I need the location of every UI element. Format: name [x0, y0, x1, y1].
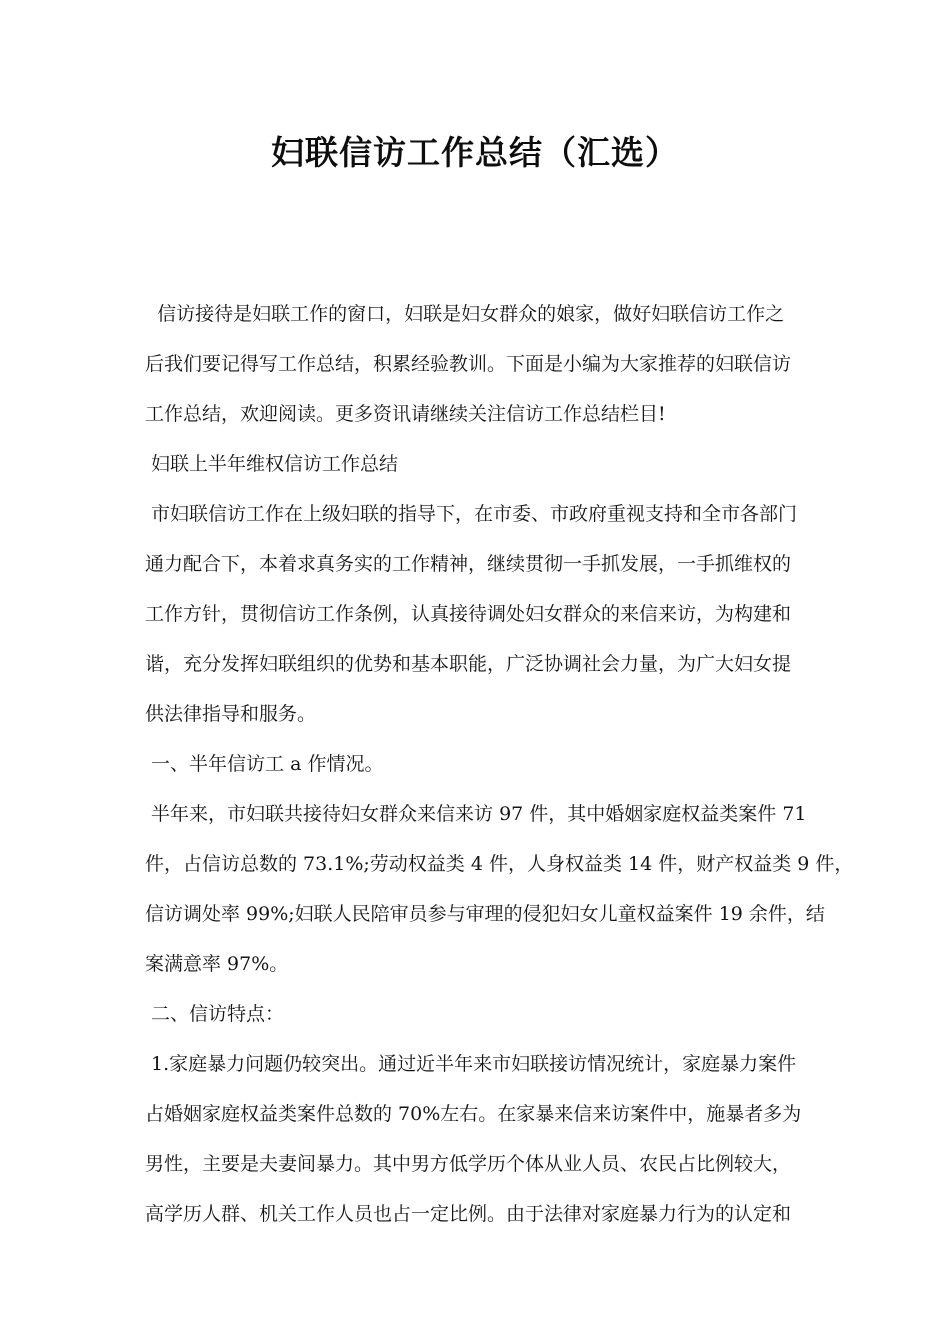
document-body — [145, 289, 854, 1239]
body-line: 谐，充分发挥妇联组织的优势和基本职能，广泛协调社会力量，为广大妇女提 — [145, 653, 792, 675]
body-line: 信访调处率 99%;妇联人民陪审员参与审理的侵犯妇女儿童权益案件 19 余件，结 — [145, 903, 825, 925]
body-line: 信访接待是妇联工作的窗口，妇联是妇女群众的娘家，做好妇联信访工作之 — [145, 303, 785, 325]
body-line: 供法律指导和服务。 — [145, 703, 317, 725]
body-line: 1.家庭暴力问题仍较突出。通过近半年来市妇联接访情况统计，家庭暴力案件 — [145, 1053, 797, 1075]
body-line: 件，占信访总数的 73.1%;劳动权益类 4 件，人身权益类 14 件，财产权益类 9 件， — [145, 853, 854, 875]
body-line: 工作方针，贯彻信访工作条例，认真接待调处妇女群众的来信来访，为构建和 — [145, 603, 792, 625]
body-line: 高学历人群、机关工作人员也占一定比例。由于法律对家庭暴力行为的认定和 — [145, 1203, 792, 1225]
body-line: 通力配合下，本着求真务实的工作精神，继续贯彻一手抓发展，一手抓维权的 — [145, 553, 792, 575]
body-line: 半年来，市妇联共接待妇女群众来信来访 97 件，其中婚姻家庭权益类案件 71 — [145, 803, 807, 825]
body-line: 工作总结，欢迎阅读。更多资讯请继续关注信访工作总结栏目! — [145, 403, 666, 425]
body-line: 市妇联信访工作在上级妇联的指导下，在市委、市政府重视支持和全市各部门 — [145, 503, 798, 525]
body-line: 案满意率 97%。 — [145, 953, 289, 975]
body-line: 占婚姻家庭权益类案件总数的 70%左右。在家暴来信来访案件中，施暴者多为 — [145, 1103, 802, 1125]
section-heading: 妇联上半年维权信访工作总结 — [145, 453, 399, 475]
section-heading: 一、半年信访工 a 作情况。 — [145, 753, 384, 775]
document-title: 妇联信访工作总结（汇选） — [271, 133, 679, 172]
body-line: 后我们要记得写工作总结，积累经验教训。下面是小编为大家推荐的妇联信访 — [145, 353, 792, 375]
section-heading: 二、信访特点： — [145, 1003, 285, 1025]
body-line: 男性，主要是夫妻间暴力。其中男方低学历个体从业人员、农民占比例较大， — [145, 1153, 792, 1175]
